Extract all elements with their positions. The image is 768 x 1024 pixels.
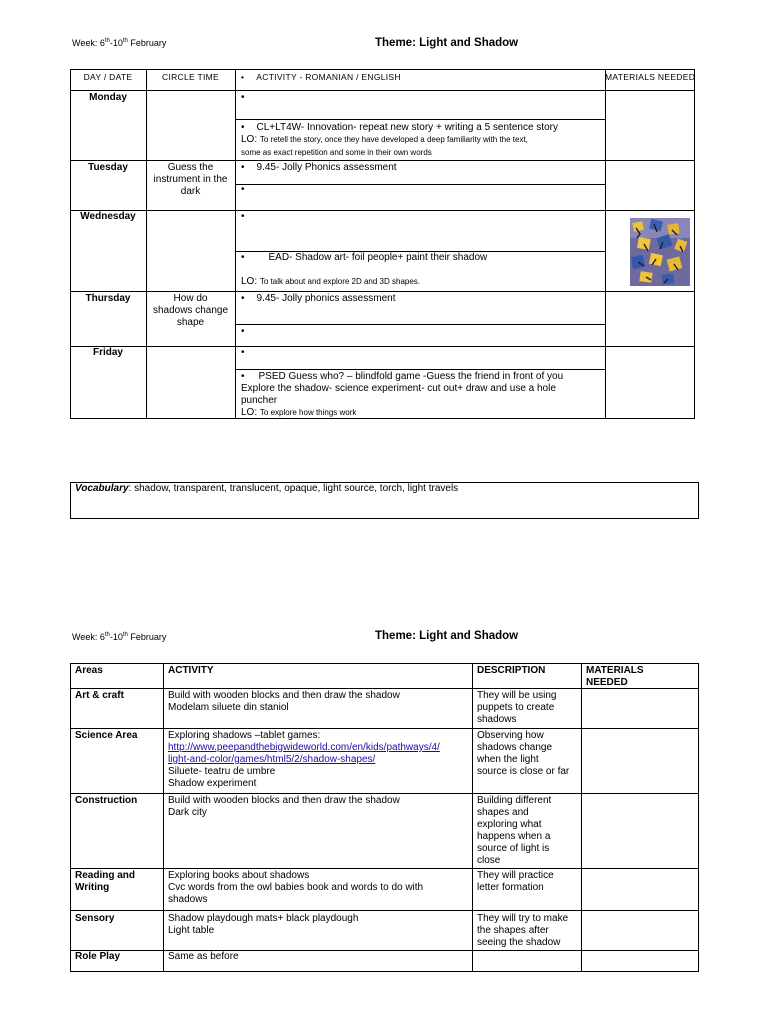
tuesday-circle-line2: instrument in the [153,174,228,185]
monday-learning-objective: LO: To retell the story, once they have developed a deep familiarity with the text, [241,134,528,145]
header-materials-line1: MATERIALS [586,665,644,676]
day-friday: Friday [92,347,123,358]
sensory-activity-line1: Shadow playdough mats+ black playdough [168,913,359,924]
day-wednesday: Wednesday [80,211,136,222]
day-thursday: Thursday [85,293,131,304]
art-activity-line2: Modelam siluete din staniol [168,702,289,713]
art-activity-line1: Build with wooden blocks and then draw the shadow [168,690,400,701]
sensory-description-line2: the shapes after [477,925,549,936]
thursday-circle-line1: How do [173,293,208,304]
reading-description-line1: They will practice [477,870,554,881]
area-reading-writing-cont: Writing [75,882,110,893]
science-description-line2: shadows change [477,742,553,753]
science-description-line1: Observing how [477,730,544,741]
science-activity-line4: Siluete- teatru de umbre [168,766,276,777]
theme-title: Theme: Light and Shadow [375,37,519,49]
day-tuesday: Tuesday [88,162,128,173]
theme-title-2: Theme: Light and Shadow [375,630,519,642]
header-materials-line2: NEEDED [586,677,628,688]
science-activity-line5: Shadow experiment [168,778,257,789]
construction-activity-line1: Build with wooden blocks and then draw the shadow [168,795,400,806]
area-construction: Construction [75,795,138,806]
header-activity: • ACTIVITY - ROMANIAN / ENGLISH [241,71,401,83]
monday-activity: • CL+LT4W- Innovation- repeat new story + writing a 5 sentence story [241,122,558,134]
science-description-line3: when the light [477,754,539,765]
tuesday-activity-empty [241,184,257,196]
construction-description-line6: close [477,855,501,866]
construction-description-line5: source of light is [477,843,550,854]
area-reading-writing: Reading and [75,870,136,881]
wednesday-learning-objective: LO: To talk about and explore 2D and 3D shapes. [241,276,421,287]
construction-activity-line2: Dark city [168,807,207,818]
header-activity-2: ACTIVITY [168,665,214,676]
thursday-activity: • 9.45- Jolly phonics assessment [241,293,395,305]
art-description-line3: shadows [477,714,517,725]
wednesday-activity: • EAD- Shadow art- foil people+ paint their shadow [241,252,487,264]
tuesday-circle-line3: dark [180,186,201,197]
art-description-line1: They will be using [477,690,557,701]
construction-description-line3: exploring what [477,819,542,830]
sensory-description-line1: They will try to make [477,913,569,924]
friday-activity: • PSED Guess who? – blindfold game -Guess the friend in front of you [241,371,563,383]
area-art-craft: Art & craft [75,690,124,701]
reading-description-line2: letter formation [477,882,544,893]
shadow-art-photo-image [630,218,690,286]
thursday-circle-line2: shadows change [152,305,229,316]
tuesday-circle-line1: Guess the [167,162,214,173]
tuesday-activity: • 9.45- Jolly Phonics assessment [241,162,397,174]
science-activity-line1: Exploring shadows –tablet games: [168,730,321,741]
construction-description-line2: shapes and [477,807,529,818]
construction-description-line4: happens when a [477,831,551,842]
header-areas: Areas [75,665,103,676]
science-description-line4: source is close or far [477,766,570,777]
friday-activity-line2: Explore the shadow- science experiment- cut out+ draw and use a hole [241,383,556,394]
shadow-shapes-link-cont[interactable]: light-and-color/games/html5/2/shadow-shapes/ [168,754,376,765]
header-day-date: DAY / DATE [83,72,133,82]
reading-activity-line1: Exploring books about shadows [168,870,310,881]
area-role-play: Role Play [75,951,121,962]
week-label-2: Week: 6th-10th February [72,632,167,642]
construction-description-line1: Building different [477,795,552,806]
header-circle-time: CIRCLE TIME [162,72,219,82]
header-materials: MATERIALS NEEDED [605,72,696,82]
thursday-circle-line3: shape [176,317,205,328]
reading-activity-line3: shadows [168,894,208,905]
thursday-activity-empty [241,326,257,338]
monday-learning-objective-cont: some as exact repetition and some in their own words [241,148,432,157]
friday-learning-objective: LO: To explore how things work [241,407,357,418]
area-science: Science Area [75,730,138,741]
wednesday-activity-empty [241,211,257,223]
friday-activity-empty [241,347,257,359]
art-description-line2: puppets to create [477,702,555,713]
week-label: Week: 6th-10th February [72,38,167,48]
friday-activity-line3: puncher [241,395,278,406]
reading-activity-line2: Cvc words from the owl babies book and words to do with [168,882,424,893]
monday-activity-empty [241,92,257,104]
sensory-description-line3: seeing the shadow [477,937,561,948]
sensory-activity-line2: Light table [168,925,215,936]
area-sensory: Sensory [75,913,115,924]
header-description: DESCRIPTION [477,665,546,676]
shadow-shapes-link[interactable]: http://www.peepandthebigwideworld.com/en/kids/pathways/4/ [168,742,440,753]
day-monday: Monday [89,92,127,103]
vocabulary-text: Vocabulary: shadow, transparent, translucent, opaque, light source, torch, light travels [75,483,459,494]
roleplay-activity-line1: Same as before [168,951,239,962]
